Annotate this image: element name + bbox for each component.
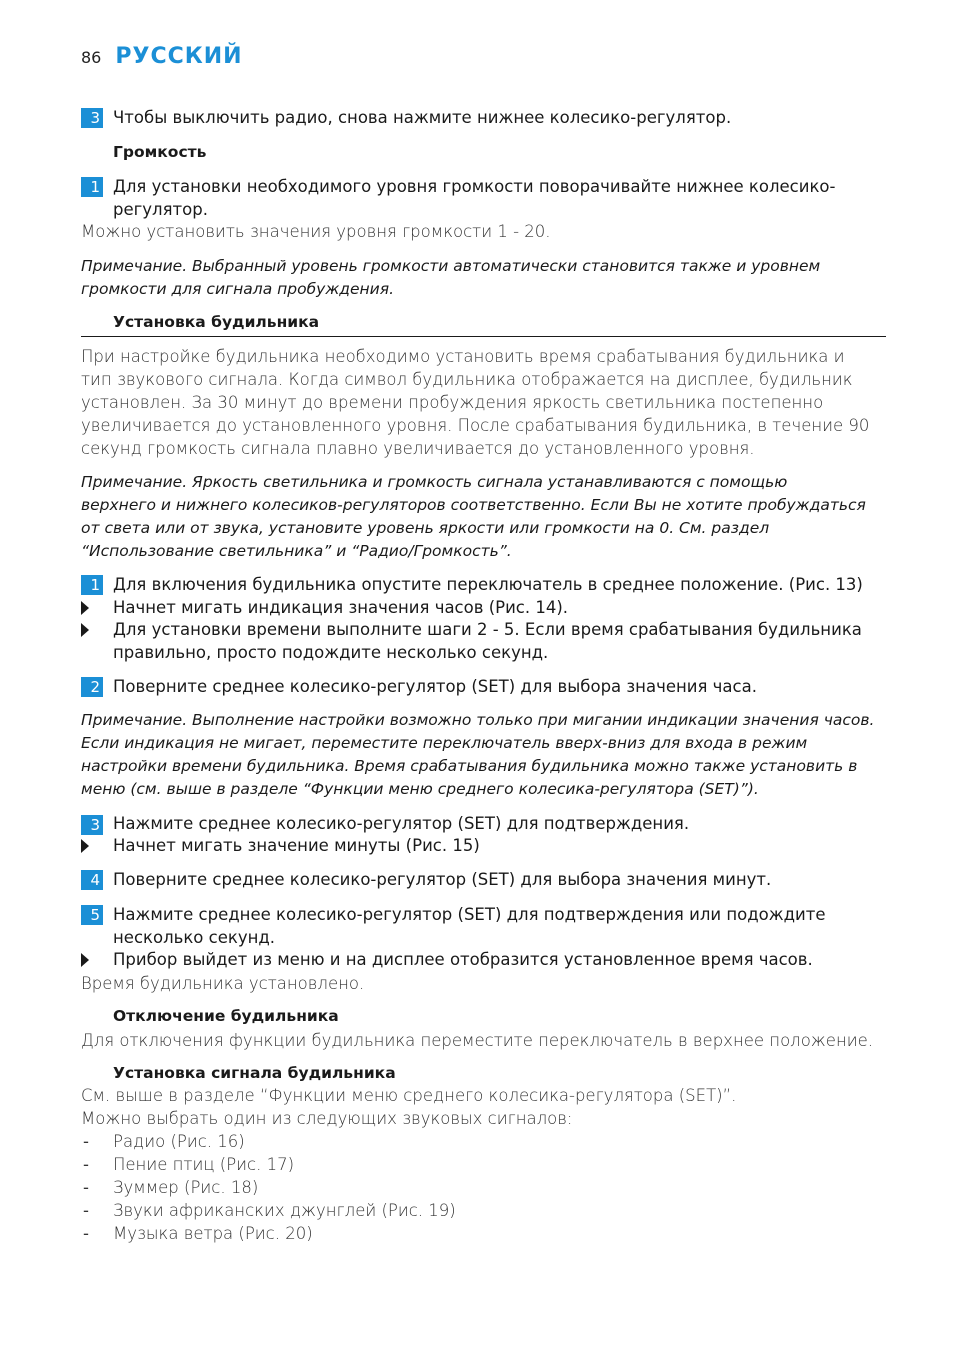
body-text: Можно выбрать один из следующих звуковых сигналов: (81, 1109, 573, 1128)
section-heading-alarm-setup: Установка будильника (113, 313, 320, 331)
step-text: регулятор. (113, 200, 208, 219)
note-text: Примечание. Выполнение настройки возможно только при мигании индикации значения часов. (81, 711, 875, 729)
list-item: Зуммер (Рис. 18) (113, 1178, 259, 1197)
body-text: Для отключения функции будильника переместите переключатель в верхнее положение. (81, 1031, 873, 1050)
step-number: 1 (81, 177, 103, 197)
list-dash: - (83, 1178, 89, 1197)
section-heading-volume: Громкость (113, 143, 207, 161)
step-text: Поверните среднее колесико-регулятор (SET) для выбора значения минут. (113, 870, 772, 889)
section-divider (81, 336, 886, 337)
list-item: Пение птиц (Рис. 17) (113, 1155, 295, 1174)
body-text: См. выше в разделе “Функции меню среднего колесика-регулятора (SET)”. (81, 1086, 737, 1105)
intro-text: тип звукового сигнала. Когда символ будильника отображается на дисплее, будильник (81, 370, 853, 389)
bullet-arrow-icon (81, 601, 89, 615)
list-dash: - (83, 1132, 89, 1151)
bullet-text: Для установки времени выполните шаги 2 - 5. Если время срабатывания будильника (113, 620, 862, 639)
step-number: 5 (81, 905, 103, 925)
note-text: верхнего и нижнего колесиков-регуляторов соответственно. Если Вы не хотите пробуждаться (81, 496, 866, 514)
step-text: Для установки необходимого уровня громкости поворачивайте нижнее колесико- (113, 177, 836, 196)
list-dash: - (83, 1155, 89, 1174)
list-dash: - (83, 1201, 89, 1220)
section-heading-alarm-off: Отключение будильника (113, 1007, 339, 1025)
info-text: Можно установить значения уровня громкости 1 - 20. (81, 222, 551, 241)
intro-text: установлен. За 30 минут до времени пробуждения яркость светильника постепенно (81, 393, 824, 412)
step-text: Нажмите среднее колесико-регулятор (SET) для подтверждения. (113, 814, 690, 833)
step-text: Нажмите среднее колесико-регулятор (SET) для подтверждения или подождите (113, 905, 826, 924)
language-title: РУССКИЙ (115, 44, 243, 69)
note-text: громкости для сигнала пробуждения. (81, 280, 394, 298)
intro-text: При настройке будильника необходимо установить время срабатывания будильника и (81, 347, 845, 366)
step-number: 3 (81, 108, 103, 128)
note-text: Если индикация не мигает, переместите переключатель вверх-вниз для входа в режим (81, 734, 808, 752)
bullet-text: правильно, просто подождите несколько секунд. (113, 643, 549, 662)
page-number: 86 (81, 48, 102, 67)
step-number: 4 (81, 870, 103, 890)
list-dash: - (83, 1224, 89, 1243)
step-number: 3 (81, 815, 103, 835)
step-number: 2 (81, 677, 103, 697)
note-text: от света или от звука, установите уровень яркости или громкости на 0. См. раздел (81, 519, 770, 537)
note-text: Примечание. Выбранный уровень громкости автоматически становится также и уровнем (81, 257, 821, 275)
section-heading-alarm-signal: Установка сигнала будильника (113, 1064, 396, 1082)
step-text: Поверните среднее колесико-регулятор (SET) для выбора значения часа. (113, 677, 757, 696)
bullet-arrow-icon (81, 839, 89, 853)
note-text: настройки времени будильника. Время срабатывания будильника можно также установить в (81, 757, 858, 775)
note-text: “Использование светильника” и “Радио/Громкость”. (81, 542, 512, 560)
step-text: Чтобы выключить радио, снова нажмите нижнее колесико-регулятор. (113, 108, 732, 127)
note-text: Примечание. Яркость светильника и громкость сигнала устанавливаются с помощью (81, 473, 788, 491)
list-item: Музыка ветра (Рис. 20) (113, 1224, 313, 1243)
result-text: Время будильника установлено. (81, 974, 365, 993)
bullet-text: Начнет мигать индикация значения часов (Рис. 14). (113, 598, 569, 617)
bullet-text: Прибор выйдет из меню и на дисплее отобразится установленное время часов. (113, 950, 813, 969)
list-item: Радио (Рис. 16) (113, 1132, 245, 1151)
intro-text: увеличивается до установленного уровня. После срабатывания будильника, в течение 90 (81, 416, 870, 435)
step-number: 1 (81, 575, 103, 595)
page-header (81, 44, 243, 74)
bullet-arrow-icon (81, 953, 89, 967)
list-item: Звуки африканских джунглей (Рис. 19) (113, 1201, 456, 1220)
step-text: Для включения будильника опустите переключатель в среднее положение. (Рис. 13) (113, 575, 863, 594)
step-text: несколько секунд. (113, 928, 276, 947)
note-text: меню (см. выше в разделе “Функции меню среднего колесика-регулятора (SET)”). (81, 780, 759, 798)
bullet-arrow-icon (81, 623, 89, 637)
intro-text: секунд громкость сигнала плавно увеличивается до установленного уровня. (81, 439, 755, 458)
bullet-text: Начнет мигать значение минуты (Рис. 15) (113, 836, 480, 855)
